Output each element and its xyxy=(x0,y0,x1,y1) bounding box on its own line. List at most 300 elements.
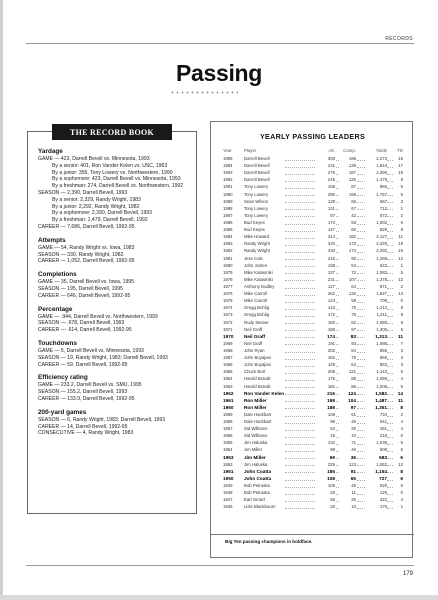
cell-comp: 107 xyxy=(348,276,356,282)
cell-year: 1988 xyxy=(223,205,233,211)
cell-yards: 1,002 xyxy=(376,219,387,225)
cell-td: 3 xyxy=(400,198,403,204)
cell-player: John Ryan xyxy=(244,347,265,353)
cell-yards: 734 xyxy=(379,411,387,417)
cell-yards: 608 xyxy=(379,447,387,453)
table-row xyxy=(223,212,403,219)
table-row xyxy=(223,240,403,247)
cell-year: 1951 xyxy=(223,468,234,474)
cell-yards: 1,351 xyxy=(375,404,387,410)
cell-att: 152 xyxy=(327,355,335,361)
cell-td: 5 xyxy=(400,369,403,375)
dot-leader xyxy=(285,501,315,502)
cell-player: Mike Carroll xyxy=(244,291,267,297)
dot-leader xyxy=(285,416,315,417)
page-title: Passing xyxy=(175,60,263,86)
dot-leader xyxy=(285,380,315,381)
table-row xyxy=(223,496,403,503)
cell-year: 1956 xyxy=(223,433,233,439)
cell-yards: 216 xyxy=(379,433,387,439)
table-row xyxy=(223,162,403,169)
cell-player: Dale Hackbart xyxy=(244,419,272,425)
dot-leader xyxy=(285,266,315,267)
cell-player: Bud Keyes xyxy=(244,219,265,225)
cell-year: 1990 xyxy=(223,191,233,197)
dot-leader xyxy=(285,430,315,431)
cell-yards: 641 xyxy=(379,419,387,425)
cell-year: 1983 xyxy=(223,241,233,247)
cell-comp: 132 xyxy=(348,291,356,297)
leaders-title: YEARLY PASSING LEADERS xyxy=(259,132,366,141)
cell-yards: 175 xyxy=(379,504,387,510)
cell-td: 3 xyxy=(400,347,403,353)
dot-leader xyxy=(285,195,315,196)
table-row xyxy=(223,503,403,510)
cell-year: 1992 xyxy=(223,177,233,183)
cell-comp: 187 xyxy=(348,170,356,176)
cell-year: 1972 xyxy=(223,319,233,325)
cell-comp: 60 xyxy=(351,227,356,233)
cell-att: 131 xyxy=(327,205,335,211)
cell-comp: 93 xyxy=(351,340,356,346)
cell-td: 3 xyxy=(400,362,403,368)
cell-td: 0 xyxy=(400,298,403,304)
cell-comp: 72 xyxy=(351,269,356,275)
cell-yards: 1,212 xyxy=(376,305,387,311)
cell-player: Sean Wilson xyxy=(244,198,269,204)
cell-player: Jess Cole xyxy=(244,255,263,261)
cell-comp: 51 xyxy=(351,411,356,417)
cell-comp: 123 xyxy=(348,461,356,467)
record-line: SEASON — 195, Darrell Bevell, 1995 xyxy=(38,285,123,292)
cell-td: 5 xyxy=(400,447,403,453)
cell-yards: 572 xyxy=(379,212,387,218)
cell-td: 6 xyxy=(400,483,403,489)
cell-player: Tony Lowery xyxy=(244,205,269,211)
dot-leader xyxy=(285,302,315,303)
record-line: CAREER — 14, Darrell Bevell, 1992-95 xyxy=(38,423,128,430)
cell-year: 1953 xyxy=(223,454,234,460)
cell-comp: 173 xyxy=(348,241,356,247)
cell-year: 1964 xyxy=(223,376,233,382)
cell-att: 99 xyxy=(330,419,335,425)
cell-player: Mike Kalasmiki xyxy=(244,276,273,282)
cell-player: Mike Carroll xyxy=(244,298,267,304)
record-line: GAME — 5, Darrell Bevell vs. Minnesota, 1993 xyxy=(38,347,144,354)
cell-year: 1993 xyxy=(223,170,233,176)
col-yards-header: Yards xyxy=(375,148,387,153)
cell-comp: 159 xyxy=(348,191,356,197)
cell-td: 8 xyxy=(400,312,403,318)
running-head: RECORDS xyxy=(385,36,413,42)
table-row xyxy=(223,340,403,347)
cell-yards: 1,757 xyxy=(376,191,387,197)
record-line: SEASON — .678, Darrell Bevell, 1993 xyxy=(38,320,125,327)
cell-yards: 2,292 xyxy=(376,248,387,254)
cell-td: 11 xyxy=(398,234,403,240)
cell-comp: 11 xyxy=(351,490,356,496)
cell-yards: 2,273 xyxy=(376,156,387,161)
cell-year: 1986 xyxy=(223,219,233,225)
cell-td: 1 xyxy=(400,504,403,510)
cell-player: Tony Lowery xyxy=(244,191,269,197)
record-line: SEASON — 2,390, Darrell Bevell, 1993 xyxy=(38,189,128,196)
cell-att: 19 xyxy=(330,433,335,439)
dot-leader xyxy=(285,323,315,324)
cell-td: 9 xyxy=(400,319,403,325)
cell-comp: 65 xyxy=(350,475,356,481)
table-row xyxy=(223,219,403,226)
cell-year: 1946 xyxy=(223,504,233,510)
cell-player: Darrell Bevell xyxy=(244,170,270,176)
cell-player: Neil Graff xyxy=(244,333,266,339)
record-line: GAME — .944, Darrell Bevell vs. Northwestern, 1993 xyxy=(38,313,158,320)
cell-comp: 71 xyxy=(351,440,356,446)
cell-att: 158 xyxy=(327,184,335,190)
table-row xyxy=(223,439,403,446)
cell-year: 1963 xyxy=(223,383,233,389)
table-row xyxy=(223,176,403,183)
cell-td: 13 xyxy=(398,291,403,297)
cell-comp: 66 xyxy=(351,198,356,204)
dot-leader xyxy=(285,401,315,402)
cell-year: 1976 xyxy=(223,291,233,297)
cell-yards: 1,378 xyxy=(376,276,387,282)
cell-yards: 322 xyxy=(379,497,387,503)
record-section xyxy=(38,237,196,265)
dot-leader xyxy=(285,280,315,281)
cell-att: 174 xyxy=(327,333,335,339)
cell-comp: 36 xyxy=(350,454,356,460)
cell-player: Neil Graff xyxy=(244,326,263,332)
cell-player: Neil Graff xyxy=(244,340,263,346)
record-line: SEASON — 19, Randy Wright, 1983; Darrell Bevell, 1993 xyxy=(38,354,168,361)
leaders-table-body xyxy=(223,155,403,510)
cell-comp: 124 xyxy=(348,390,356,396)
dot-leader xyxy=(285,202,315,203)
cell-comp: 83 xyxy=(350,333,356,339)
table-row xyxy=(223,397,403,404)
cell-yards: 1,086 xyxy=(376,340,387,346)
cell-comp: 174 xyxy=(348,248,356,254)
cell-year: 1957 xyxy=(223,426,233,432)
cell-year: 1981 xyxy=(223,255,233,261)
table-row xyxy=(223,198,403,205)
cell-comp: 104 xyxy=(348,397,356,403)
cell-comp: 25 xyxy=(351,497,356,503)
cell-att: 55 xyxy=(330,497,335,503)
cell-comp: 42 xyxy=(351,212,356,218)
table-row xyxy=(223,461,403,468)
cell-comp: 10 xyxy=(351,433,356,439)
dot-leader xyxy=(285,423,315,424)
cell-year: 1947 xyxy=(223,497,233,503)
col-td-header: TD xyxy=(397,148,403,153)
cell-td: 17 xyxy=(398,163,403,169)
record-line: CAREER — 7,686, Darrell Bevell, 1992-95 xyxy=(38,223,135,230)
cell-player: Ron Miller xyxy=(244,404,267,410)
cell-att: 123 xyxy=(327,298,335,304)
table-row xyxy=(223,247,403,254)
record-line: SEASON — 6, Randy Wright, 1983; Darrell Bevell, 1993 xyxy=(38,416,166,423)
cell-td: 14 xyxy=(397,390,403,396)
cell-td: 8 xyxy=(400,468,403,474)
cell-td: 11 xyxy=(398,397,403,403)
cell-yards: 1,059 xyxy=(376,376,387,382)
table-row xyxy=(223,432,403,439)
dot-leader xyxy=(285,465,315,466)
cell-td: 8 xyxy=(400,227,403,233)
cell-year: 1954 xyxy=(223,447,233,453)
cell-year: 1968 xyxy=(223,347,233,353)
cell-td: 8 xyxy=(400,177,403,183)
dot-leader xyxy=(285,437,315,438)
table-row xyxy=(223,404,403,411)
cell-yards: 1,313 xyxy=(375,333,387,339)
cell-td: 6 xyxy=(400,383,403,389)
table-row xyxy=(223,191,403,198)
cell-player: Harold Brandt xyxy=(244,376,271,382)
cell-year: 1960 xyxy=(223,404,234,410)
cell-att: 172 xyxy=(327,312,335,318)
leaders-box xyxy=(210,121,413,558)
cell-att: 138 xyxy=(327,262,335,268)
cell-yards: 1,544 xyxy=(376,163,387,169)
cell-year: 1971 xyxy=(223,326,233,332)
cell-td: 12 xyxy=(398,461,403,467)
cell-player: John Coatta xyxy=(244,468,272,474)
table-row xyxy=(223,454,403,461)
col-year-header: Year xyxy=(223,148,232,153)
record-section xyxy=(38,374,196,402)
cell-td: 1 xyxy=(400,262,403,268)
cell-comp: 97 xyxy=(351,326,356,332)
cell-yards: 871 xyxy=(379,283,387,289)
cell-att: 231 xyxy=(327,163,335,169)
cell-td: 2 xyxy=(400,411,403,417)
record-line: CAREER — 646, Darrell Bevell, 1992-95 xyxy=(38,292,131,299)
cell-td: 4 xyxy=(400,497,403,503)
cell-year: 1967 xyxy=(223,355,233,361)
cell-att: 185 xyxy=(327,468,335,474)
cell-comp: 64 xyxy=(351,283,356,289)
cell-yards: 708 xyxy=(379,298,387,304)
cell-att: 216 xyxy=(327,390,335,396)
cell-att: 129 xyxy=(327,198,335,204)
record-section xyxy=(38,409,196,437)
cell-comp: 121 xyxy=(348,369,356,375)
cell-yards: 1,036 xyxy=(376,440,387,446)
record-line: GAME — 233.2, Darrell Bevell vs. SMU, 1995 xyxy=(38,382,142,389)
cell-td: 4 xyxy=(400,419,403,425)
cell-comp: 93 xyxy=(351,219,356,225)
table-row xyxy=(223,233,403,240)
cell-td: 4 xyxy=(400,376,403,382)
cell-att: 54 xyxy=(330,426,335,432)
cell-att: 87 xyxy=(330,212,335,218)
cell-year: 1962 xyxy=(223,390,234,396)
cell-att: 198 xyxy=(327,397,335,403)
record-section-heading: Completions xyxy=(38,271,77,279)
table-row xyxy=(223,255,403,262)
cell-att: 191 xyxy=(327,340,335,346)
dot-leader xyxy=(285,330,315,331)
cell-player: Anthony Dudley xyxy=(244,283,275,289)
cell-player: Jim Haluska xyxy=(244,440,268,446)
dot-leader xyxy=(285,295,315,296)
cell-att: 188 xyxy=(327,404,335,410)
cell-player: Mike Howard xyxy=(244,234,270,240)
cell-player: Jim Miller xyxy=(244,447,263,453)
cell-att: 300 xyxy=(327,156,335,161)
leaders-footnote-bar xyxy=(211,534,414,545)
cell-year: 1978 xyxy=(223,276,233,282)
cell-player: Ron Vander Kelen xyxy=(244,390,285,396)
table-row xyxy=(223,276,403,283)
cell-player: Harold Brandt xyxy=(244,383,271,389)
cell-td: 6 xyxy=(400,454,403,460)
cell-yards: 129 xyxy=(379,490,387,496)
cell-yards: 1,269 xyxy=(376,255,387,261)
table-row xyxy=(223,205,403,212)
dot-leader xyxy=(285,387,315,388)
cell-player: John Coatta xyxy=(244,475,272,481)
leaders-footnote: Big Ten passing champions in boldface. xyxy=(225,539,313,544)
dot-leader xyxy=(285,259,315,260)
cell-att: 330 xyxy=(327,248,335,254)
cell-year: 1979 xyxy=(223,269,233,275)
cell-comp: 25 xyxy=(351,426,356,432)
scan-edge-bottom xyxy=(0,595,438,600)
cell-att: 150 xyxy=(327,319,335,325)
record-line: By a freshman: 274, Darrell Bevell vs. Northwestern, 1992 xyxy=(52,183,184,190)
cell-td: 15 xyxy=(398,156,403,161)
table-row xyxy=(223,425,403,432)
cell-td: 0 xyxy=(400,490,403,496)
bottom-rule xyxy=(26,565,414,566)
dot-leader xyxy=(285,472,315,473)
table-row xyxy=(223,262,403,269)
cell-att: 108 xyxy=(327,475,335,481)
cell-year: 1965 xyxy=(223,369,233,375)
cell-yards: 1,006 xyxy=(376,383,387,389)
cell-year: 1950 xyxy=(223,475,234,481)
cell-comp: 79 xyxy=(351,305,356,311)
cell-yards: 1,211 xyxy=(376,312,387,318)
cell-player: Rudy Steiner xyxy=(244,319,269,325)
cell-player: Jim Miller xyxy=(244,454,266,460)
dot-leader xyxy=(285,494,315,495)
cell-player: Ron Miller xyxy=(244,397,267,403)
dot-leader xyxy=(285,252,315,253)
col-comp-header: Comp. xyxy=(343,148,356,153)
cell-att: 215 xyxy=(327,255,335,261)
cell-td: 19 xyxy=(398,241,403,247)
col-att-header: Att. xyxy=(328,148,335,153)
table-row xyxy=(223,183,403,190)
cell-td: 12 xyxy=(398,255,403,261)
cell-year: 1949 xyxy=(223,483,233,489)
cell-yards: 622 xyxy=(379,262,387,268)
dot-leader xyxy=(285,231,315,232)
table-row xyxy=(223,418,403,425)
dot-leader xyxy=(285,366,315,367)
cell-player: Tony Lowery xyxy=(244,184,269,190)
cell-yards: 966 xyxy=(379,355,387,361)
dot-leader xyxy=(285,160,315,161)
record-line: By a freshman: 1,479, Darrell Bevell, 1992 xyxy=(52,217,148,224)
cell-yards: 1,143 xyxy=(376,369,387,375)
record-section-heading: Percentage xyxy=(38,305,73,313)
cell-td: 15 xyxy=(398,248,403,254)
table-row xyxy=(223,226,403,233)
cell-player: Jim Haluska xyxy=(244,461,268,467)
table-row xyxy=(223,347,403,354)
cell-player: Darrell Bevell xyxy=(244,163,270,169)
cell-year: 1969 xyxy=(223,340,233,346)
table-row xyxy=(223,390,403,397)
cell-yards: 965 xyxy=(379,184,387,190)
cell-att: 280 xyxy=(327,191,335,197)
record-book-content xyxy=(38,148,196,443)
dot-leader xyxy=(285,288,315,289)
cell-att: 276 xyxy=(327,170,335,176)
record-section-heading: Efficiency rating xyxy=(38,374,88,382)
cell-yards: 863 xyxy=(379,362,387,368)
cell-yards: 2,329 xyxy=(376,241,387,247)
dot-leader xyxy=(285,245,315,246)
record-line: SEASON — 330, Randy Wright, 1982 xyxy=(38,251,124,258)
cell-player: Bob Petruska xyxy=(244,483,270,489)
record-section xyxy=(38,340,196,368)
leaders-header-row xyxy=(223,148,403,155)
cell-att: 143 xyxy=(327,305,335,311)
cell-player: John Boyajian xyxy=(244,355,271,361)
cell-yards: 2,390 xyxy=(376,170,387,176)
cell-td: 19 xyxy=(398,170,403,176)
table-row xyxy=(223,354,403,361)
cell-player: Randy Wright xyxy=(244,248,270,254)
scan-edge xyxy=(0,0,3,600)
cell-att: 225 xyxy=(327,461,335,467)
cell-td: 6 xyxy=(400,184,403,190)
dot-leader xyxy=(285,359,315,360)
record-section xyxy=(38,148,196,231)
record-section xyxy=(38,271,196,299)
record-line: By a senior: 401, Ron Vander Kelen vs. USC, 1963 xyxy=(52,162,168,169)
cell-att: 69 xyxy=(329,454,335,460)
cell-td: 6 xyxy=(400,475,403,481)
cell-year: 1958 xyxy=(223,419,233,425)
table-row xyxy=(223,169,403,176)
dot-leader xyxy=(285,238,315,239)
cell-comp: 46 xyxy=(351,447,356,453)
cell-yards: 1,479 xyxy=(376,177,387,183)
cell-yards: 1,300 xyxy=(376,326,387,332)
table-row xyxy=(223,155,403,162)
cell-att: 205 xyxy=(327,369,335,375)
cell-yards: 1,154 xyxy=(375,468,387,474)
dot-leader xyxy=(285,508,315,509)
cell-td: 3 xyxy=(400,355,403,361)
dot-leader xyxy=(285,352,315,353)
cell-year: 1952 xyxy=(223,461,233,467)
cell-yards: 727 xyxy=(379,475,387,481)
cell-yards: 1,080 xyxy=(376,319,387,325)
record-line: GAME — 54, Randy Wright vs. Iowa, 1983 xyxy=(38,244,135,251)
cell-yards: 2,127 xyxy=(376,234,387,240)
cell-att: 106 xyxy=(327,483,335,489)
